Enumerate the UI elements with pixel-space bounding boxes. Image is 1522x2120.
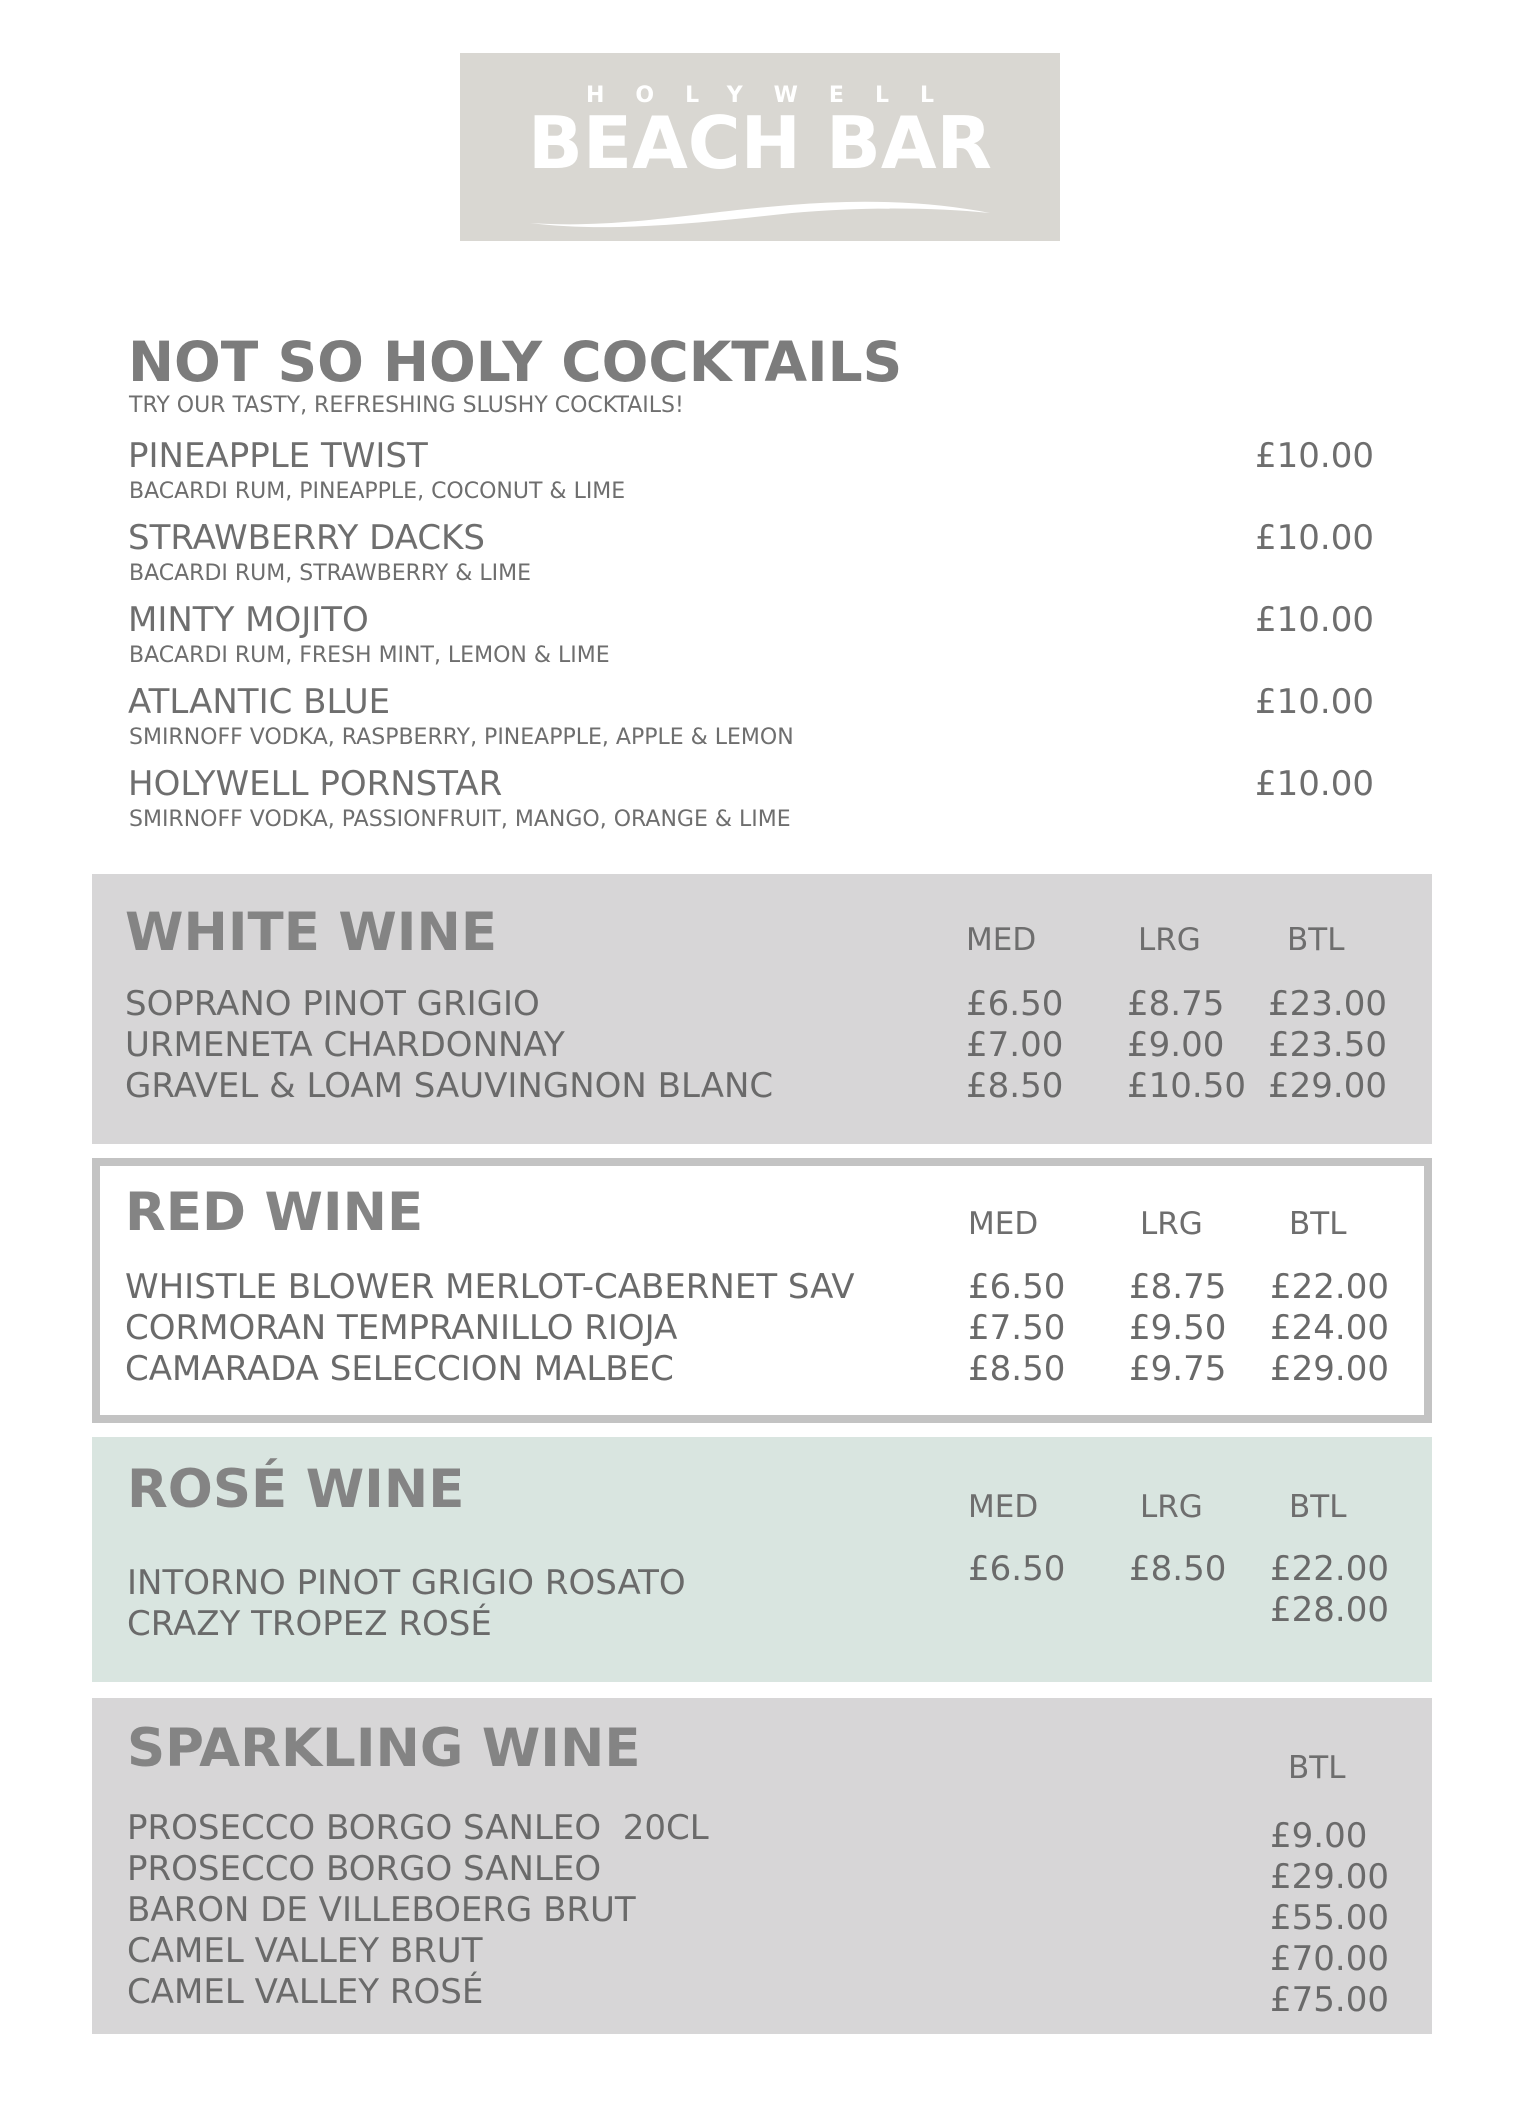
price: £9.75 — [1129, 1349, 1227, 1389]
wine-name: CAMEL VALLEY ROSÉ — [127, 1972, 484, 2012]
wine-name: BARON DE VILLEBOERG BRUT — [127, 1890, 636, 1930]
lrg-price-column — [1127, 984, 1246, 1107]
col-head-lrg: LRG — [1140, 1206, 1203, 1242]
cocktail-item — [128, 682, 1378, 764]
cocktail-name: PINEAPPLE TWIST — [128, 436, 428, 476]
cocktail-description: BACARDI RUM, STRAWBERRY & LIME — [129, 561, 531, 586]
price: £75.00 — [1270, 1980, 1389, 2020]
wine-name: PROSECCO BORGO SANLEO — [127, 1849, 602, 1889]
price: £22.00 — [1270, 1267, 1389, 1307]
price: £6.50 — [966, 984, 1064, 1024]
price: £9.50 — [1129, 1308, 1227, 1348]
cocktail-name: HOLYWELL PORNSTAR — [128, 764, 503, 804]
btl-price-column — [1270, 1816, 1389, 2021]
cocktail-name: STRAWBERRY DACKS — [128, 518, 485, 558]
wine-name: SOPRANO PINOT GRIGIO — [125, 984, 540, 1024]
price: £55.00 — [1270, 1898, 1389, 1938]
price: £23.00 — [1268, 984, 1387, 1024]
red-wine-panel — [92, 1158, 1432, 1423]
price: £29.00 — [1270, 1349, 1389, 1389]
cocktail-item — [128, 764, 1378, 846]
wine-name: CRAZY TROPEZ ROSÉ — [127, 1604, 492, 1644]
price: £24.00 — [1270, 1308, 1389, 1348]
price: £9.00 — [1127, 1025, 1225, 1065]
wine-name: CORMORAN TEMPRANILLO RIOJA — [125, 1308, 678, 1348]
white-wine-list — [125, 984, 773, 1107]
wine-name: URMENETA CHARDONNAY — [125, 1025, 565, 1065]
wine-name: INTORNO PINOT GRIGIO ROSATO — [127, 1563, 686, 1603]
white-wine-title: WHITE WINE — [125, 902, 498, 963]
cocktails-subtitle: TRY OUR TASTY, REFRESHING SLUSHY COCKTAILS! — [129, 393, 684, 418]
med-price-column — [968, 1549, 1065, 1590]
logo-top-text: HOLYWELL — [586, 83, 965, 108]
col-head-lrg: LRG — [1138, 922, 1201, 958]
col-head-med: MED — [968, 1206, 1039, 1242]
price: £70.00 — [1270, 1939, 1389, 1979]
price: £10.50 — [1127, 1066, 1246, 1106]
price: £9.00 — [1270, 1816, 1368, 1856]
sparkling-wine-title: SPARKLING WINE — [127, 1718, 641, 1779]
col-head-med: MED — [968, 1489, 1039, 1525]
med-price-column — [968, 1267, 1065, 1390]
col-head-btl: BTL — [1289, 1206, 1347, 1242]
cocktail-description: SMIRNOFF VODKA, PASSIONFRUIT, MANGO, ORANGE & LIME — [129, 807, 791, 832]
cocktail-price: £10.00 — [1255, 682, 1374, 722]
cocktail-price: £10.00 — [1255, 600, 1374, 640]
lrg-price-column — [1129, 1549, 1226, 1590]
price: £29.00 — [1270, 1857, 1389, 1897]
btl-price-column — [1268, 984, 1387, 1107]
price: £8.50 — [966, 1066, 1064, 1106]
logo — [460, 53, 1060, 241]
price: £6.50 — [968, 1267, 1066, 1307]
cocktail-item — [128, 600, 1378, 682]
rose-wine-title: ROSÉ WINE — [127, 1459, 465, 1520]
btl-price-column — [1270, 1549, 1389, 1631]
wine-name: WHISTLE BLOWER MERLOT-CABERNET SAV — [125, 1267, 855, 1307]
logo-main-text: BEACH BAR — [528, 101, 992, 185]
price: £8.50 — [1129, 1549, 1227, 1589]
price: £6.50 — [968, 1549, 1066, 1589]
wine-name: GRAVEL & LOAM SAUVINGNON BLANC — [125, 1066, 774, 1106]
lrg-price-column — [1129, 1267, 1226, 1390]
cocktail-description: SMIRNOFF VODKA, RASPBERRY, PINEAPPLE, APPLE & LEMON — [129, 725, 794, 750]
wine-name: CAMEL VALLEY BRUT — [127, 1931, 483, 1971]
price: £23.50 — [1268, 1025, 1387, 1065]
cocktail-item — [128, 436, 1378, 518]
rose-wine-panel — [92, 1437, 1432, 1682]
price: £7.00 — [966, 1025, 1064, 1065]
rose-wine-list — [127, 1563, 686, 1645]
price: £8.50 — [968, 1349, 1066, 1389]
cocktail-price: £10.00 — [1255, 764, 1374, 804]
col-head-btl: BTL — [1289, 1489, 1347, 1525]
cocktail-price: £10.00 — [1255, 518, 1374, 558]
white-wine-panel — [92, 874, 1432, 1144]
col-head-btl: BTL — [1287, 922, 1345, 958]
wine-name: PROSECCO BORGO SANLEO 20CL — [127, 1808, 709, 1848]
col-head-lrg: LRG — [1140, 1489, 1203, 1525]
cocktail-item — [128, 518, 1378, 600]
price: £8.75 — [1127, 984, 1225, 1024]
btl-price-column — [1270, 1267, 1389, 1390]
price: £28.00 — [1270, 1590, 1389, 1630]
price: £8.75 — [1129, 1267, 1227, 1307]
med-price-column — [966, 984, 1063, 1107]
col-head-med: MED — [966, 922, 1037, 958]
cocktail-description: BACARDI RUM, PINEAPPLE, COCONUT & LIME — [129, 479, 626, 504]
red-wine-list — [125, 1267, 854, 1390]
cocktail-name: ATLANTIC BLUE — [128, 682, 391, 722]
cocktail-description: BACARDI RUM, FRESH MINT, LEMON & LIME — [129, 643, 610, 668]
price: £29.00 — [1268, 1066, 1387, 1106]
sparkling-wine-list — [127, 1808, 709, 2013]
col-head-btl: BTL — [1288, 1750, 1346, 1786]
red-wine-title: RED WINE — [125, 1182, 424, 1243]
sparkling-wine-panel — [92, 1698, 1432, 2034]
price: £7.50 — [968, 1308, 1066, 1348]
cocktail-name: MINTY MOJITO — [128, 600, 369, 640]
wine-name: CAMARADA SELECCION MALBEC — [125, 1349, 674, 1389]
cocktail-price: £10.00 — [1255, 436, 1374, 476]
cocktails-title: NOT SO HOLY COCKTAILS — [128, 330, 903, 394]
price: £22.00 — [1270, 1549, 1389, 1589]
wave-icon — [530, 193, 990, 233]
